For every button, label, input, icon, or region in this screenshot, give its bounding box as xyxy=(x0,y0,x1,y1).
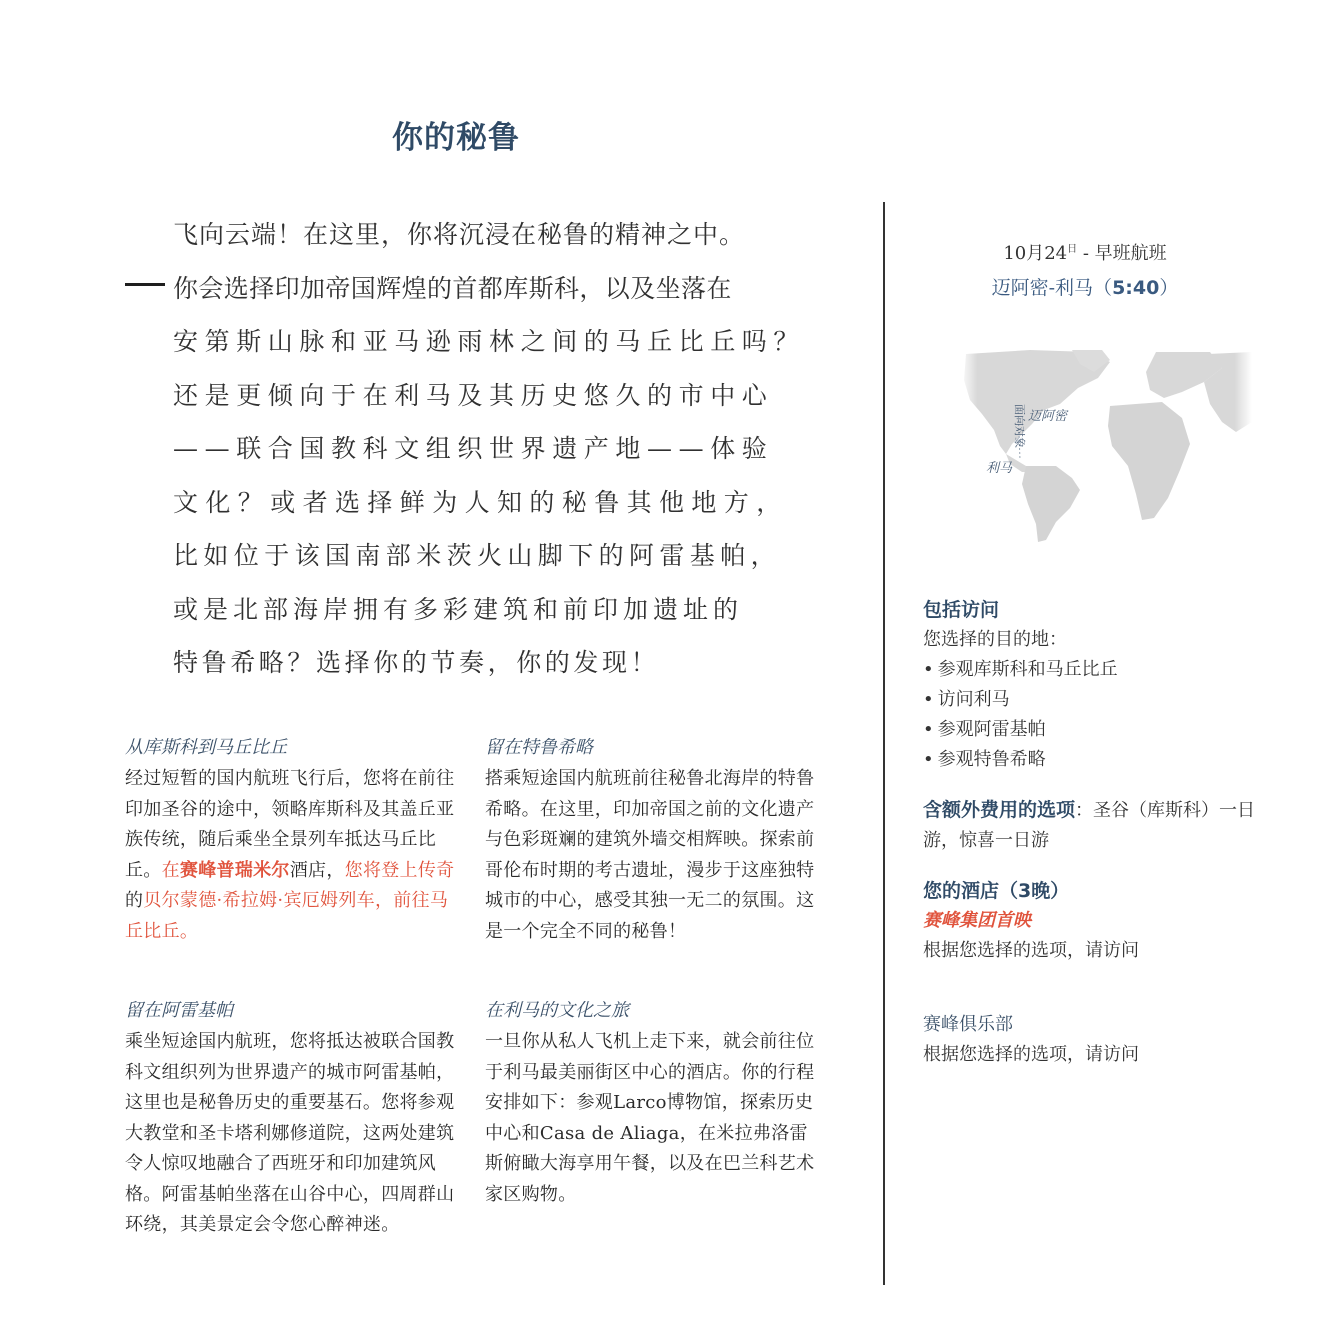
map-label-miami: 迈阿密 xyxy=(1028,409,1068,424)
section-heading: 从库斯科到马丘比丘 xyxy=(125,737,287,758)
extras-section xyxy=(923,795,1283,856)
map-label-lima: 利马 xyxy=(986,461,1013,476)
flight-time: 5:40 xyxy=(1112,277,1160,299)
includes-item: • 参观阿雷基帕 xyxy=(923,715,1283,745)
intro-line: ——联合国教科文组织世界遗产地——体验 xyxy=(173,434,774,463)
intro-paragraph xyxy=(173,208,813,690)
section-trujillo xyxy=(485,734,815,947)
intro-dash-rule xyxy=(125,283,165,286)
world-map xyxy=(960,348,1252,544)
flight-date-suffix: - 早班航班 xyxy=(1077,243,1167,264)
section-heading: 留在特鲁希略 xyxy=(485,737,593,758)
flight-info xyxy=(905,240,1265,308)
section-body: 乘坐短途国内航班，您将抵达被联合国教科文组织列为世界遗产的城市阿雷基帕，这里也是秘鲁历史的重要基石。您将参观大教堂和圣卡塔利娜修道院，这两处建筑令人惊叹地融合了西班牙和印加建筑风格。阿雷基帕坐落在山谷中心，四周群山环绕，其美景定会令您心醉神迷。 xyxy=(125,1031,455,1235)
includes-subtitle: 您选择的目的地： xyxy=(923,629,1067,650)
body-text: 的 xyxy=(125,890,144,911)
includes-section xyxy=(923,595,1283,775)
intro-line: 特鲁希略？选择你的节奏，你的发现！ xyxy=(173,648,660,677)
flight-route-text: 迈阿密-利马（ xyxy=(991,277,1113,299)
intro-line: 还是更倾向于在利马及其历史悠久的市中心 xyxy=(173,380,774,410)
section-body: 搭乘短途国内航班前往秘鲁北海岸的特鲁希略。在这里，印加帝国之前的文化遗产与色彩斑斓的建筑外墙交相辉映。探索前哥伦布时期的考古遗址，漫步于这座独特城市的中心，感受其独一无二的氛围。这是一个完全不同的秘鲁！ xyxy=(485,768,815,942)
flight-date-sup: 日 xyxy=(1067,244,1078,255)
flight-route xyxy=(905,268,1265,308)
section-body: 一旦你从私人飞机上走下来，就会前往位于利马最美丽街区中心的酒店。你的行程安排如下：参观Larco博物馆，探索历史中心和Casa de Aliaga，在米拉弗洛雷斯俯瞰大海享用午餐，以及在巴兰科艺术家区购物。 xyxy=(485,1031,815,1205)
section-heading: 留在阿雷基帕 xyxy=(125,1000,233,1021)
page-title: 你的秘鲁 xyxy=(392,120,520,156)
section-lima xyxy=(485,997,815,1210)
hotel-text: 根据您选择的选项，请访问 xyxy=(923,940,1139,961)
hotel-name-highlight: 赛峰普瑞米尔 xyxy=(179,859,290,881)
intro-line: 你会选择印加帝国辉煌的首都库斯科，以及坐落在 xyxy=(173,273,732,303)
highlight-text: 在 xyxy=(161,859,180,881)
flight-route-end: ） xyxy=(1159,277,1179,299)
intro-line: 安第斯山脉和亚马逊雨林之间的马丘比丘吗？ xyxy=(173,327,806,356)
intro-line: 或是北部海岸拥有多彩建筑和前印加遗址的 xyxy=(173,594,744,624)
hotel-brand: 赛峰集团首映 xyxy=(923,910,1031,931)
section-cusco xyxy=(125,734,455,947)
body-text: 经过短暂的国内航班飞行后，您将在前往印加圣谷的途中，领略库斯科及其盖丘亚族传统，随后乘坐全景列车抵达马丘比丘。 xyxy=(125,768,455,881)
flight-date xyxy=(905,240,1265,268)
train-name-highlight: 贝尔蒙德·希拉姆·宾厄姆列车，前往马丘比丘。 xyxy=(125,890,449,942)
club-text: 根据您选择的选项，请访问 xyxy=(923,1044,1139,1065)
intro-line: 文化？或者选择鲜为人知的秘鲁其他地方， xyxy=(173,487,789,517)
section-heading: 在利马的文化之旅 xyxy=(485,1000,629,1021)
includes-item: • 参观库斯科和马丘比丘 xyxy=(923,655,1283,685)
club-heading: 赛峰俱乐部 xyxy=(923,1014,1013,1035)
hotel-heading: 您的酒店（3晚） xyxy=(923,880,1070,902)
column-divider xyxy=(883,202,885,1285)
map-label-direction: 面向对象 xyxy=(1013,404,1026,448)
intro-line: 飞向云端！在这里，你将沉浸在秘鲁的精神之中。 xyxy=(173,220,746,249)
includes-item: • 访问利马 xyxy=(923,685,1283,715)
hotel-section xyxy=(923,876,1283,966)
body-text: 酒店， xyxy=(289,859,345,881)
includes-heading: 包括访问 xyxy=(923,599,1000,621)
extras-heading: 含额外费用的选项 xyxy=(923,799,1076,821)
club-section xyxy=(923,1010,1283,1070)
includes-item: • 参观特鲁希略 xyxy=(923,745,1283,775)
highlight-text: 您将登上传奇 xyxy=(344,859,455,881)
section-arequipa xyxy=(125,997,455,1241)
extras-text: ：圣谷（库斯科）一日游，惊喜一日游 xyxy=(923,800,1256,851)
intro-line: 比如位于该国南部米茨火山脚下的阿雷基帕， xyxy=(173,541,782,570)
flight-date-text: 10月24 xyxy=(1003,243,1068,264)
section-body xyxy=(125,764,455,947)
